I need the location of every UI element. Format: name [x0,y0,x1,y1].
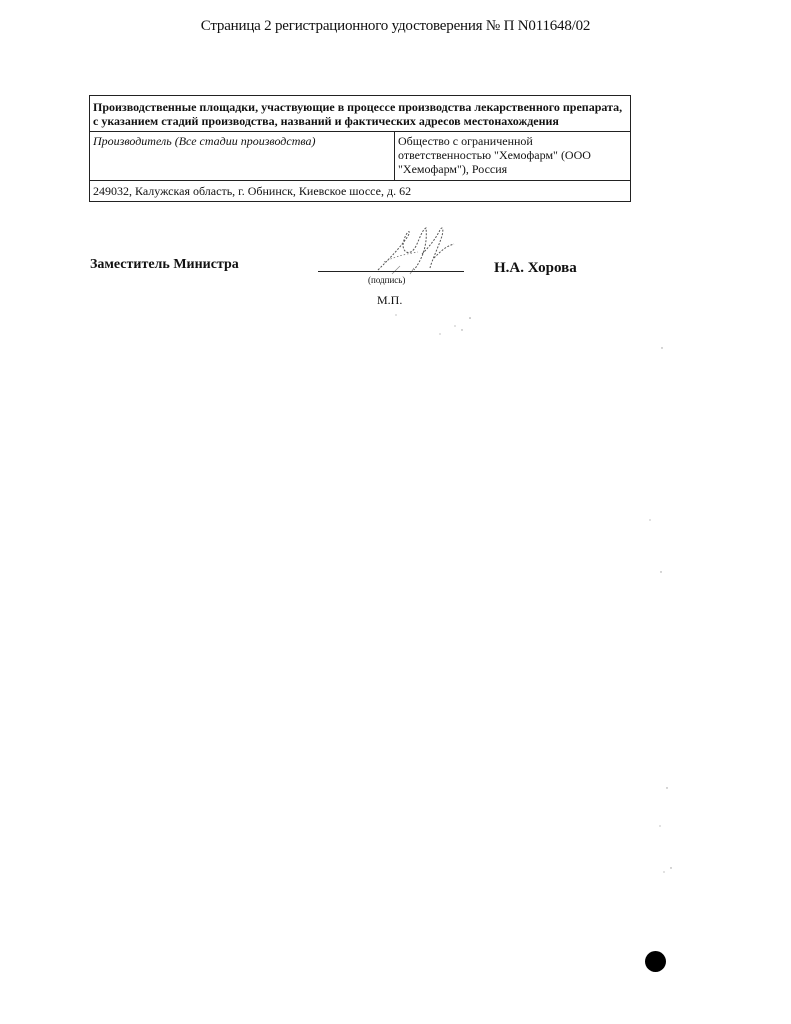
table-row [90,181,631,202]
signature-caption: (подпись) [368,275,406,285]
table-header-row [90,96,631,132]
production-sites-table [89,95,631,202]
signature-line [318,271,464,272]
table-row [90,132,631,181]
page-header: Страница 2 регистрационного удостоверения № П N011648/02 [200,18,591,34]
seal-label: М.П. [377,293,403,307]
signatory-name: Н.А. Хорова [494,260,577,276]
producer-name-cell: Общество с ограниченной ответственностью "Хемофарм" (ООО "Хемофарм"), Россия [395,132,631,181]
punch-hole-mark [645,951,666,972]
producer-address-cell: 249032, Калужская область, г. Обнинск, Киевское шоссе, д. 62 [90,181,631,202]
producer-role-cell: Производитель (Все стадии производства) [90,132,395,181]
table-heading: Производственные площадки, участвующие в процессе производства лекарственного препарата, с указанием стадий производства, названий и фактических адресов местонахождения [90,96,631,132]
position-title: Заместитель Министра [90,257,239,272]
